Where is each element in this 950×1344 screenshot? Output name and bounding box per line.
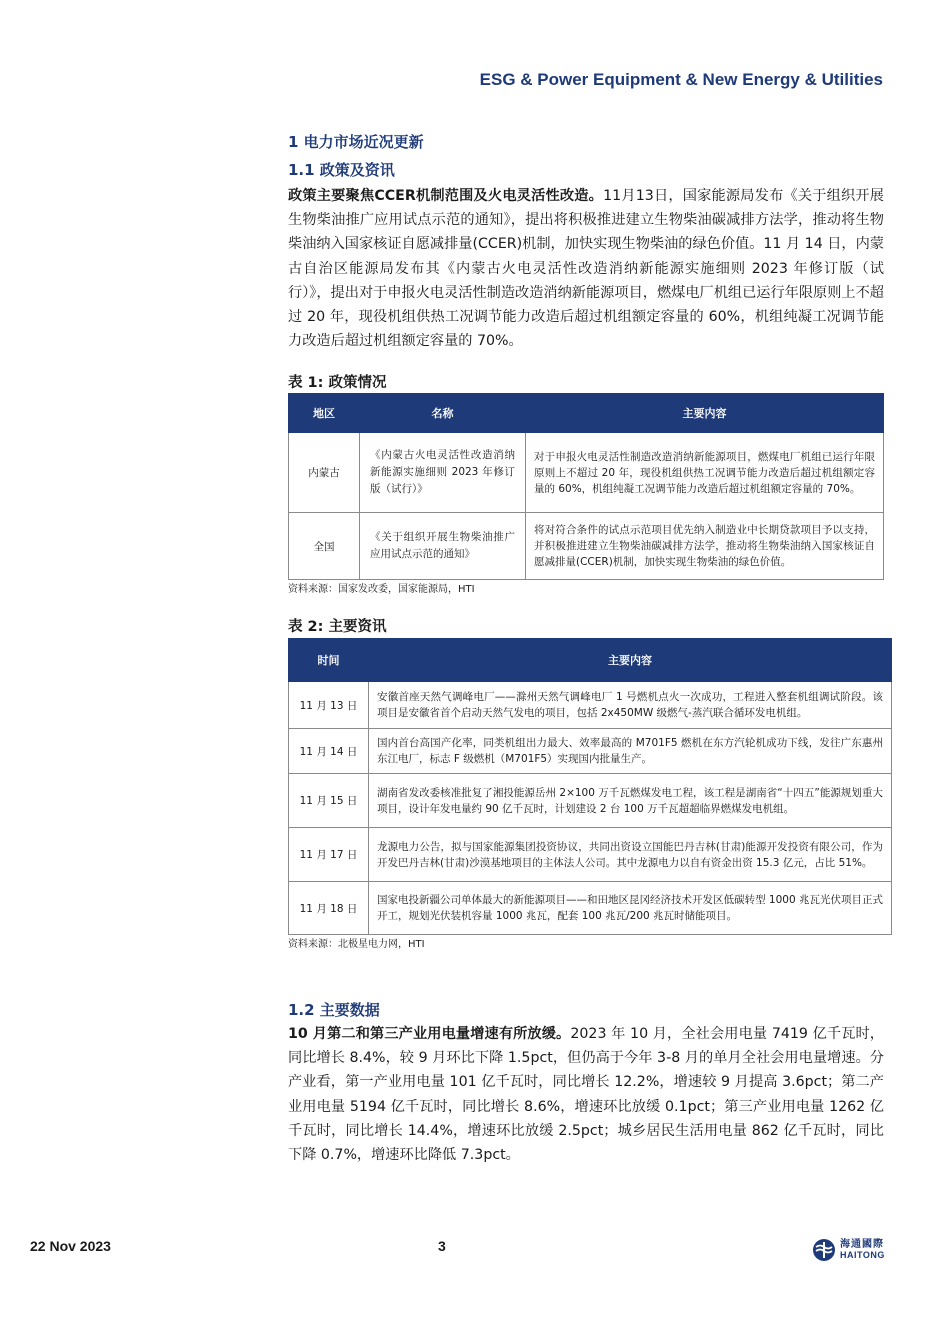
policy-content: 将对符合条件的试点示范项目优先纳入制造业中长期贷款项目予以支持，并积极推进建立生物柴油碳减排方法学，推动将生物柴油纳入国家核证自愿减排量(CCER)机制，加快实现生物柴油的绿色价值。 <box>526 513 884 580</box>
table-row <box>289 433 884 513</box>
news-table-header-row <box>289 639 892 682</box>
policy-lead: 政策主要聚焦CCER机制范围及火电灵活性改造。 <box>288 188 604 204</box>
news-content: 龙源电力公告，拟与国家能源集团投资协议，共同出资设立国能巴丹吉林(甘肃)能源开发投资有限公司，作为开发巴丹吉林(甘肃)沙漠基地项目的主体法人公司。其中龙源电力以自有资金出资 15.3 亿元，占比 51%。 <box>369 828 892 882</box>
news-date: 11 月 13 日 <box>289 682 369 729</box>
data-lead: 10 月第二和第三产业用电量增速有所放缓。 <box>288 1026 571 1042</box>
policy-body: 11月13日，国家能源局发布《关于组织开展生物柴油推广应用试点示范的通知》，提出将积极推进建立生物柴油碳减排方法学，推动将生物柴油纳入国家核证自愿减排量(CCER)机制，加快实现生物柴油的绿色价值。11 月 14 日，内蒙古自治区能源局发布其《内蒙古火电灵活性改造消纳新能源实施细则 2023 年修订版（试行）》，提出对于申报火电灵活性制造改造消纳新能源项目，燃煤电厂机组已运行年限原则上不超过 20 年，现役机组供热工况调节能力改造后超过机组额定容量的 60%，机组纯凝工况调节能力改造后超过机组额定容量的 70%。 <box>288 188 884 350</box>
policy-content: 对于申报火电灵活性制造改造消纳新能源项目，燃煤电厂机组已运行年限原则上不超过 20 年，现役机组供热工况调节能力改造后超过机组额定容量的 60%，机组纯凝工况调节能力改造后超过机组额定容量的 70%。 <box>526 433 884 513</box>
policy-table-header-content: 主要内容 <box>526 394 884 433</box>
table-row <box>289 882 892 935</box>
section-1-2-heading: 1.2 主要数据 <box>288 1001 380 1019</box>
footer-date: 22 Nov 2023 <box>30 1238 111 1254</box>
page-number: 3 <box>438 1238 446 1254</box>
news-date: 11 月 15 日 <box>289 774 369 828</box>
table-1-source: 资料来源：国家发改委，国家能源局，HTI <box>288 584 475 595</box>
section-1-1-heading: 1.1 政策及资讯 <box>288 161 395 179</box>
news-content: 国内首台高国产化率，同类机组出力最大、效率最高的 M701F5 燃机在东方汽轮机成功下线，发往广东惠州东江电厂，标志 F 级燃机（M701F5）实现国内批量生产。 <box>369 729 892 774</box>
news-table-header-content: 主要内容 <box>369 639 892 682</box>
policy-table-header-row <box>289 394 884 433</box>
news-date: 11 月 18 日 <box>289 882 369 935</box>
haitong-logo-icon <box>812 1238 836 1262</box>
policy-table-header-region: 地区 <box>289 394 360 433</box>
table-row <box>289 513 884 580</box>
policy-name: 《内蒙古火电灵活性改造消纳新能源实施细则 2023 年修订版（试行）》 <box>360 433 526 513</box>
table-row <box>289 682 892 729</box>
news-content: 国家电投新疆公司单体最大的新能源项目——和田地区昆冈经济技术开发区低碳转型 1000 兆瓦光伏项目正式开工，规划光伏装机容量 1000 兆瓦，配套 100 兆瓦/200 兆瓦时储能项目。 <box>369 882 892 935</box>
table-row <box>289 729 892 774</box>
table-2-caption: 表 2: 主要资讯 <box>288 619 387 635</box>
table-1-caption: 表 1: 政策情况 <box>288 375 387 391</box>
section-1-heading: 1 电力市场近况更新 <box>288 133 424 151</box>
policy-paragraph <box>288 184 884 353</box>
news-date: 11 月 17 日 <box>289 828 369 882</box>
data-body: 2023 年 10 月，全社会用电量 7419 亿千瓦时，同比增长 8.4%，较 9 月环比下降 1.5pct，但仍高于今年 3-8 月的单月全社会用电量增速。分产业看，第一产业用电量 101 亿千瓦时，同比增长 12.2%，增速较 9 月提高 3.6pct；第二产业用电量 5194 亿千瓦时，同比增长 8.6%，增速环比放缓 0.1pct；第三产业用电量 1262 亿千瓦时，同比增长 14.4%，增速环比放缓 2.5pct；城乡居民生活用电量 862 亿千瓦时，同比下降 0.7%，增速环比降低 7.3pct。 <box>288 1026 884 1164</box>
policy-region: 全国 <box>289 513 360 580</box>
news-content: 湖南省发改委核准批复了湘投能源岳州 2×100 万千瓦燃煤发电工程，该工程是湖南省“十四五”能源规划重大项目，设计年发电量约 90 亿千瓦时，计划建设 2 台 100 万千瓦超超临界燃煤发电机组。 <box>369 774 892 828</box>
news-table-header-date: 时间 <box>289 639 369 682</box>
logo-chinese-name: 海通國際 <box>840 1239 884 1250</box>
news-table <box>288 638 892 935</box>
table-row <box>289 828 892 882</box>
policy-region: 内蒙古 <box>289 433 360 513</box>
policy-name: 《关于组织开展生物柴油推广应用试点示范的通知》 <box>360 513 526 580</box>
table-2-source: 资料来源：北极星电力网，HTI <box>288 939 425 950</box>
report-header-title: ESG & Power Equipment & New Energy & Utilities <box>479 70 883 89</box>
table-row <box>289 774 892 828</box>
logo-english-name: HAITONG <box>840 1250 885 1260</box>
haitong-logo <box>812 1238 885 1262</box>
policy-table-header-name: 名称 <box>360 394 526 433</box>
policy-table <box>288 393 884 580</box>
news-date: 11 月 14 日 <box>289 729 369 774</box>
data-paragraph <box>288 1022 884 1167</box>
news-content: 安徽首座天然气调峰电厂——滁州天然气调峰电厂 1 号燃机点火一次成功，工程进入整套机组调试阶段。该项目是安徽省首个启动天然气发电的项目，包括 2x450MW 级燃气-蒸汽联合循环发电机组。 <box>369 682 892 729</box>
